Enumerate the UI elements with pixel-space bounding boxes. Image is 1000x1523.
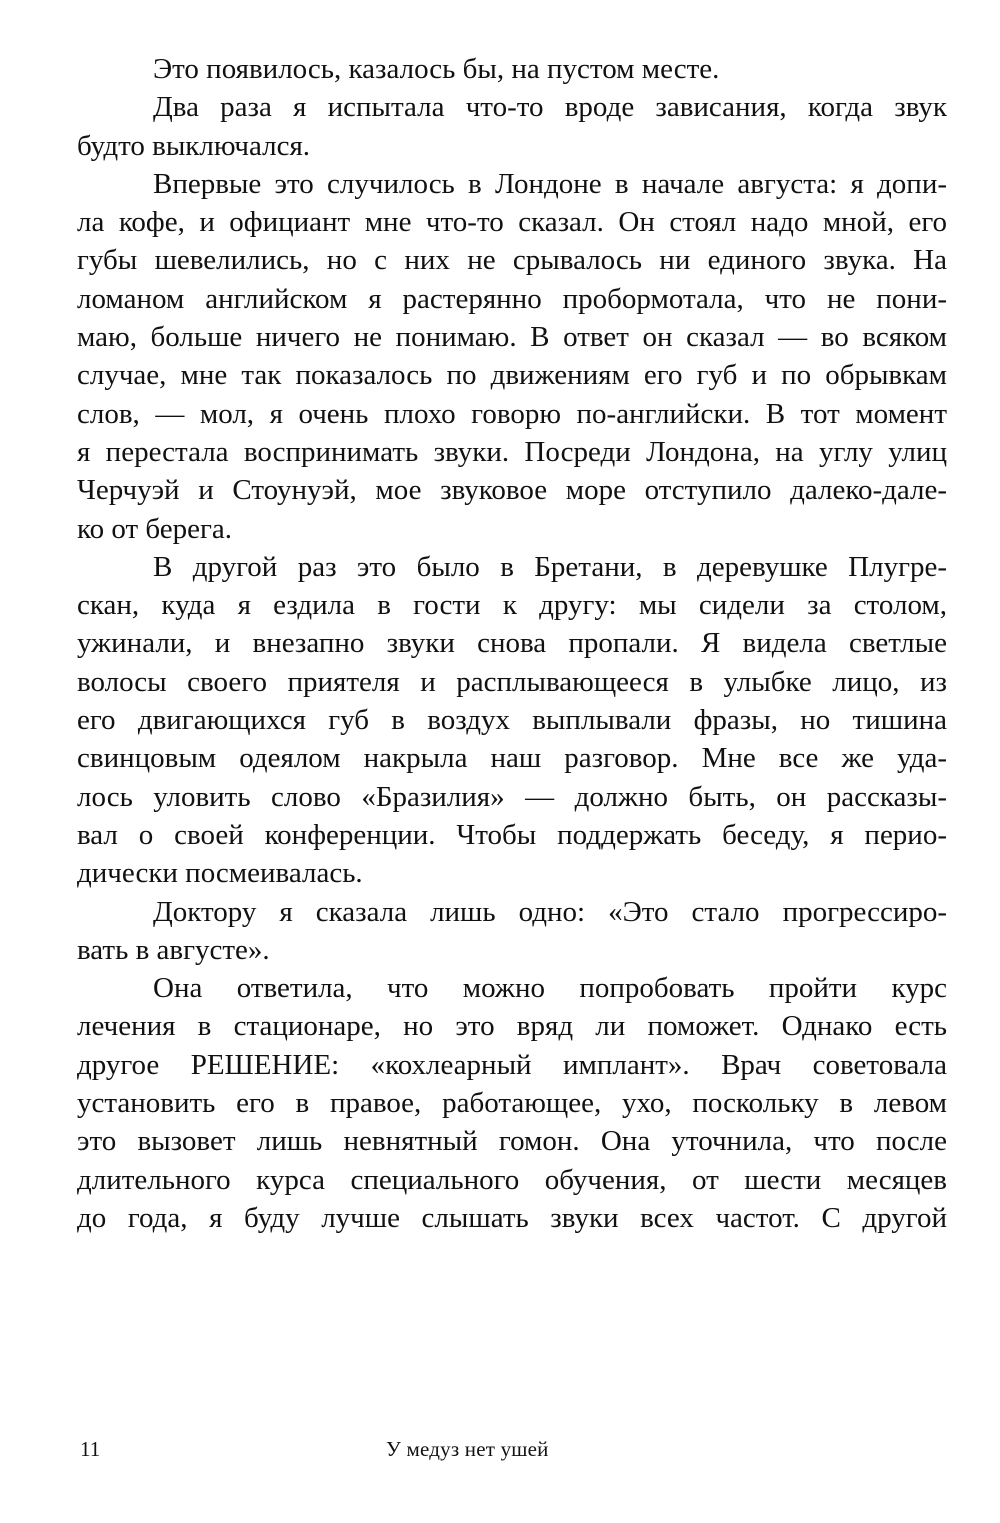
- text-line: волосы своего приятеля и расплывающееся в улыбке лицо, из: [77, 665, 947, 698]
- running-title: У медуз нет ушей: [386, 1437, 549, 1461]
- text-line: Доктору я сказала лишь одно: «Это стало прогрессиро-: [153, 895, 947, 928]
- text-line: маю, больше ничего не понимаю. В ответ он сказал — во всяком: [77, 321, 947, 354]
- text-line: Два раза я испытала что-то вроде зависания, когда звук: [153, 91, 947, 124]
- text-line: его двигающихся губ в воздух выплывали фразы, но тишина: [77, 704, 947, 737]
- text-line: Она ответила, что можно попробовать пройти курс: [153, 972, 947, 1005]
- text-line: губы шевелились, но с них не срывалось ни единого звука. На: [77, 244, 947, 277]
- text-line: до года, я буду лучше слышать звуки всех частот. С другой: [77, 1201, 947, 1234]
- text-line: дически посмеивалась.: [77, 857, 363, 890]
- body-text: [77, 50, 947, 1237]
- text-line: ко от берега.: [77, 512, 233, 545]
- text-line: Это появилось, казалось бы, на пустом месте.: [153, 53, 720, 85]
- text-line: установить его в правое, работающее, ухо, поскольку в левом: [77, 1087, 947, 1120]
- text-line: ломаном английском я растерянно пробормотала, что не пони-: [77, 282, 947, 315]
- text-line: это вызовет лишь невнятный гомон. Она уточнила, что после: [77, 1125, 947, 1158]
- text-line: скан, куда я ездила в гости к другу: мы сидели за столом,: [77, 589, 947, 622]
- page-footer: [0, 1434, 1000, 1464]
- text-line: вать в августе».: [77, 933, 270, 966]
- text-line: свинцовым одеялом накрыла наш разговор. Мне все же уда-: [77, 742, 947, 775]
- text-line: я перестала воспринимать звуки. Посреди Лондона, на углу улиц: [77, 435, 947, 468]
- text-line: лечения в стационаре, но это вряд ли поможет. Однако есть: [77, 1010, 947, 1043]
- text-line: лось уловить слово «Бразилия» — должно быть, он рассказы-: [77, 780, 947, 813]
- text-line: В другой раз это было в Бретани, в деревушке Плугре-: [153, 550, 947, 583]
- text-line: длительного курса специального обучения, от шести месяцев: [77, 1163, 947, 1196]
- text-line: будто выключался.: [77, 129, 311, 162]
- text-line: вал о своей конференции. Чтобы поддержать беседу, я перио-: [77, 818, 947, 851]
- text-line: другое РЕШЕНИЕ: «кохлеарный имплант». Врач советовала: [77, 1048, 947, 1081]
- text-line: ужинали, и внезапно звуки снова пропали. Я видела светлые: [77, 627, 947, 660]
- text-line: Черчуэй и Стоунуэй, мое звуковое море отступило далеко-дале-: [77, 474, 947, 507]
- page-number: 11: [80, 1437, 101, 1461]
- text-line: случае, мне так показалось по движениям его губ и по обрывкам: [77, 359, 947, 392]
- text-line: слов, — мол, я очень плохо говорю по-английски. В тот момент: [77, 397, 947, 430]
- text-line: ла кофе, и официант мне что-то сказал. Он стоял надо мной, его: [77, 206, 947, 239]
- text-line: Впервые это случилось в Лондоне в начале августа: я допи-: [153, 167, 947, 200]
